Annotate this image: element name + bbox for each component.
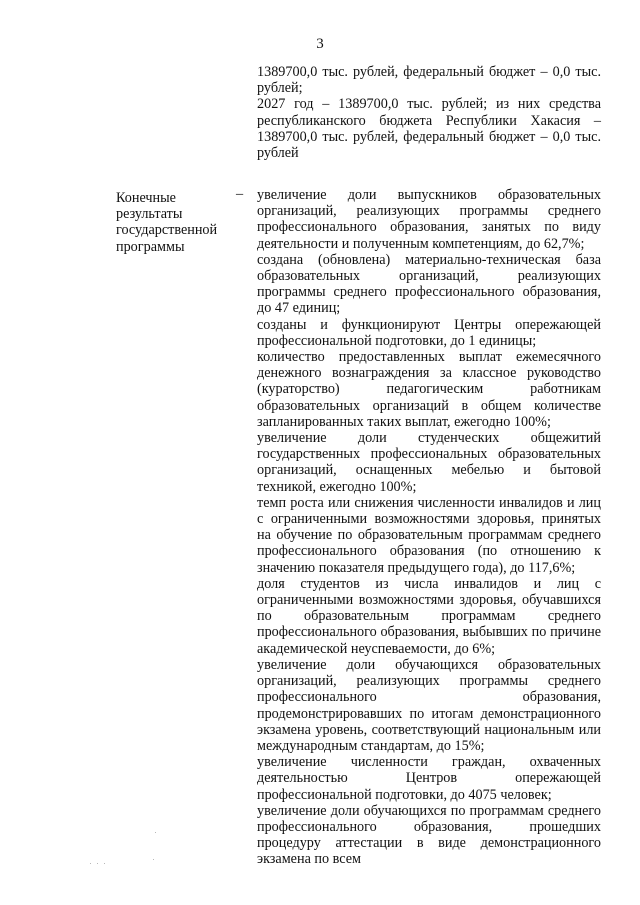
result-item: созданы и функционируют Центры опережающей профессиональной подготовки, до 1 единицы; [257, 316, 601, 349]
result-item: увеличение доли обучающихся образовательных организаций, реализующих программы среднего профессионального образования, продемонстрировавших по итогам демонстрационного экзамена уровень, соответствующий национальным или международным стандартам, до 15%; [257, 656, 601, 754]
funding-line-2027: 2027 год – 1389700,0 тыс. рублей; из них средства республиканского бюджета Республики Хакасия – 1389700,0 тыс. рублей, федеральный бюджет – 0,0 тыс. рублей [257, 96, 601, 162]
result-item: доля студентов из числа инвалидов и лиц с ограниченными возможностями здоровья, обучавшихся по образовательным программам среднего профессионального образования, выбывших по причине академической неуспеваемости, до 6%; [257, 575, 601, 657]
row-label-line: результаты [116, 206, 183, 223]
row-dash: – [236, 186, 244, 202]
scan-speck [153, 859, 154, 860]
result-item: увеличение доли выпускников образовательных организаций, реализующих программы среднего профессионального образования, занятых по виду деятельности и полученным компетенциям, до 62,7%; [257, 187, 601, 252]
row-label-final-results [116, 190, 228, 255]
scan-speck [104, 863, 105, 864]
result-item: увеличение доли обучающихся по программам среднего профессионального образования, прошедших процедуру аттестации в виде демонстрационного экзамена по всем [257, 802, 601, 868]
scan-speck [90, 863, 91, 864]
final-results-list [257, 187, 601, 868]
row-label-line: государственной [116, 222, 218, 239]
result-item: создана (обновлена) материально-техническая база образовательных организаций, реализующих программы среднего профессионального образования, до 47 единиц; [257, 251, 601, 317]
result-item: увеличение численности граждан, охваченных деятельностью Центров опережающей профессиональной подготовки, до 4075 человек; [257, 754, 601, 803]
row-label-line: Конечные [116, 190, 176, 206]
funding-continuation [257, 64, 601, 161]
scan-speck [97, 863, 98, 864]
row-label-line: программы [116, 238, 185, 255]
result-item: количество предоставленных выплат ежемесячного денежного вознаграждения за классное руководство (кураторство) педагогическим работникам образовательных организаций в общем количестве запланированных таких выплат, ежегодно 100%; [257, 349, 601, 430]
page-number: 3 [316, 36, 324, 52]
funding-line-federal: 1389700,0 тыс. рублей, федеральный бюджет – 0,0 тыс. рублей; [257, 64, 601, 97]
result-item: увеличение доли студенческих общежитий государственных профессиональных образовательных организаций, оснащенных мебелью и бытовой техникой, ежегодно 100%; [257, 430, 601, 495]
scan-speck [155, 832, 156, 833]
result-item: темп роста или снижения численности инвалидов и лиц с ограниченными возможностями здоровья, принятых на обучение по образовательным программам среднего профессионального образования (по отношению к значению показателя предыдущего года), до 117,6%; [257, 494, 601, 576]
